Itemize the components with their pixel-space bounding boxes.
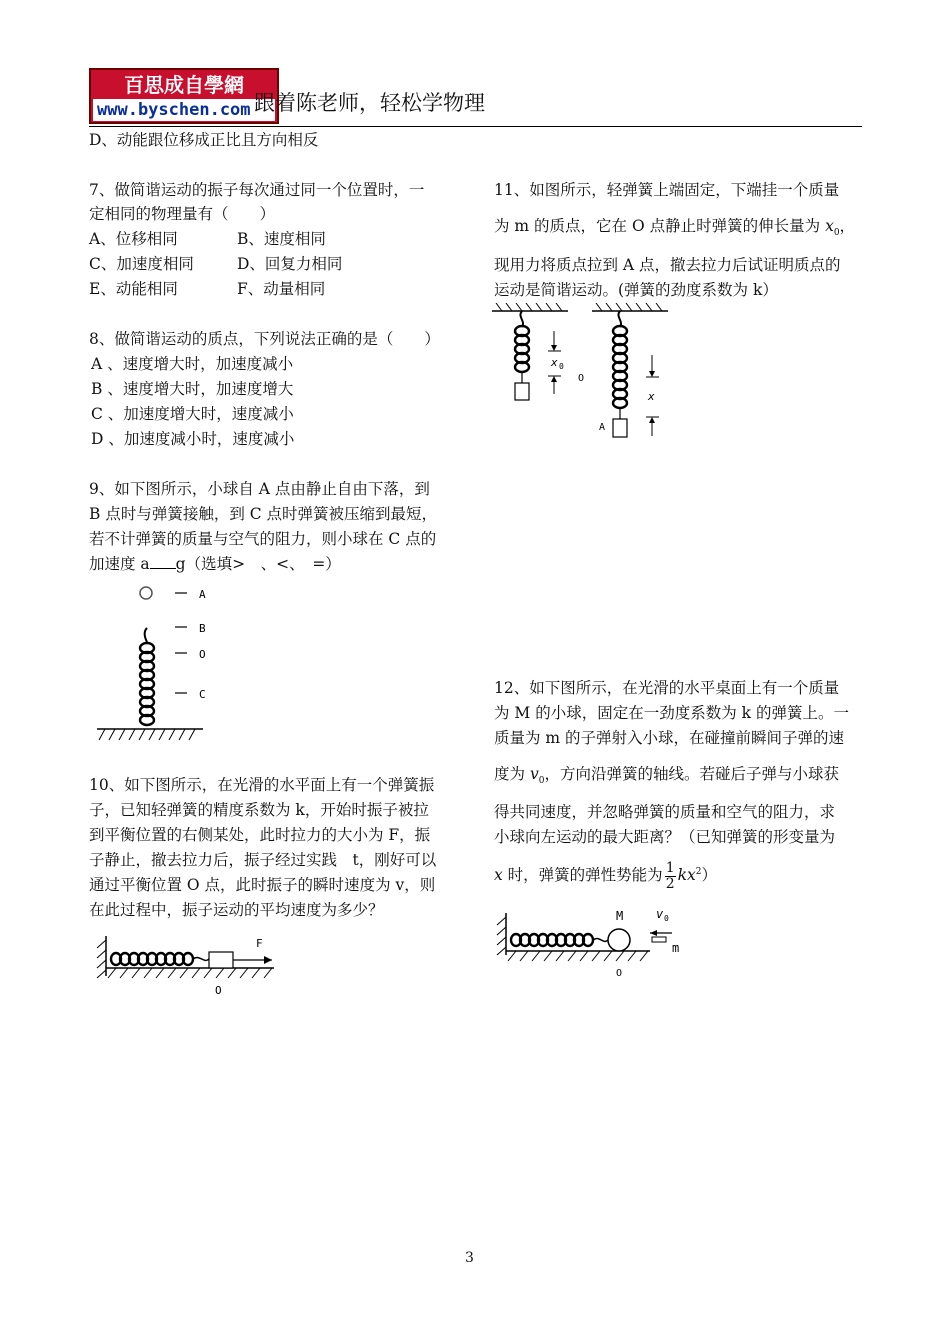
q11-stem-line3: 现用力将质点拉到 A 点，撤去拉力后试证明质点的 <box>494 256 841 274</box>
q10-stem-line1: 10、如下图所示，在光滑的水平面上有一个弹簧振 <box>89 776 435 794</box>
q10-stem-line4: 子静止，撤去拉力后，振子经过实践 t，刚好可以 <box>89 851 437 869</box>
logo-name: 百思成自學網 <box>124 73 244 97</box>
q9-text-post: g（选填> 、<、 =） <box>175 555 341 573</box>
q12-label-v0: v <box>656 907 664 921</box>
q9-stem-line4 <box>89 554 341 574</box>
q9-stem-line2: B 点时与弹簧接触，到 C 点时弹簧被压缩到最短， <box>89 505 438 523</box>
q9-spring-coils <box>140 643 154 725</box>
q12-label-o: O <box>616 968 623 979</box>
q8-option-d: D 、加速度减小时，速度减小 <box>91 430 295 448</box>
q12-spring-coils <box>511 934 593 946</box>
q12-stem-line4 <box>494 764 839 791</box>
q7-stem-line1: 7、做简谐运动的振子每次通过同一个位置时，一 <box>89 181 425 199</box>
q7-option-b: B、速度相同 <box>237 230 326 248</box>
q11-stem-line2 <box>494 216 855 243</box>
q12-var-sub: 0 <box>538 776 545 787</box>
q11-spring-right <box>613 326 627 408</box>
q11-text-pre: 为 m 的质点，它在 O 点静止时弹簧的伸长量为 <box>494 217 821 235</box>
q12-var-x: x <box>494 866 503 885</box>
q12-ball <box>608 929 630 951</box>
q12-text-post: ，方向沿弹簧的轴线。若碰后子弹与小球获 <box>544 765 839 783</box>
q11-label-x0: x <box>551 356 558 369</box>
q7-option-d: D、回复力相同 <box>237 255 343 273</box>
q12-frac-num: 1 <box>665 859 675 876</box>
q12-text-pre: 度为 <box>494 765 526 783</box>
q11-label-a: A <box>599 422 606 433</box>
q11-text-post: ， <box>839 217 856 235</box>
q7-stem-line2: 定相同的物理量有（ ） <box>89 205 276 223</box>
header-slogan: 跟着陈老师，轻松学物理 <box>254 91 485 115</box>
q12-stem-line6: 小球向左运动的最大距离？（已知弹簧的形变量为 <box>494 828 836 846</box>
q10-oscillator-figure <box>92 930 292 1000</box>
q11-label-x0-sub: 0 <box>559 362 564 371</box>
q12-stem-line5: 得共同速度，并忽略弹簧的质量和空气的阻力，求 <box>494 803 836 821</box>
q11-spring-left <box>515 326 529 372</box>
q12-stem-line1: 12、如下图所示，在光滑的水平桌面上有一个质量 <box>494 679 840 697</box>
logo-url-band <box>93 99 275 121</box>
q12-bullet-figure <box>490 903 690 983</box>
q9-label-a: A <box>199 588 206 601</box>
q10-stem-line5: 通过平衡位置 O 点，此时振子的瞬时速度为 v，则 <box>89 876 436 894</box>
q9-text-pre: 加速度 a <box>89 555 150 573</box>
q11-mass-right <box>613 419 627 437</box>
q12-label-m: m <box>672 941 680 955</box>
q12-stem-line7 <box>494 852 717 895</box>
q9-stem-line1: 9、如下图所示，小球自 A 点由静止自由下落，到 <box>89 480 430 498</box>
q6-option-d: D、动能跟位移成正比且方向相反 <box>89 131 319 149</box>
q10-stem-line6: 在此过程中，振子运动的平均速度为多少？ <box>89 901 384 919</box>
q12-bullet <box>652 937 666 942</box>
q8-stem: 8、做简谐运动的质点，下列说法正确的是（ ） <box>89 330 440 348</box>
q12-label-M: M <box>616 909 624 923</box>
q12-stem-line2: 为 M 的小球，固定在一劲度系数为 k 的弹簧上。一 <box>494 704 849 722</box>
q9-spring-figure <box>95 582 215 744</box>
q12-fraction <box>665 861 676 892</box>
page-number: 3 <box>465 1250 474 1266</box>
q9-label-o: O <box>199 648 206 661</box>
q11-stem-line4: 运动是简谐运动。(弹簧的劲度系数为 k） <box>494 281 778 299</box>
q9-label-b: B <box>199 622 206 635</box>
q12-stem-line3: 质量为 m 的子弹射入小球，在碰撞前瞬间子弹的速 <box>494 729 845 747</box>
q12-expr: kx <box>677 866 696 885</box>
q8-option-c: C 、加速度增大时，速度减小 <box>91 405 294 423</box>
q7-option-c: C、加速度相同 <box>89 255 194 273</box>
q10-stem-line2: 子，已知轻弹簧的精度系数为 k，开始时振子被拉 <box>89 801 429 819</box>
q11-stem-line1: 11、如图所示，轻弹簧上端固定，下端挂一个质量 <box>494 181 840 199</box>
q9-stem-line3: 若不计弹簧的质量与空气的阻力，则小球在 C 点的 <box>89 530 437 548</box>
q9-answer-blank <box>150 554 176 569</box>
q11-hanging-spring-figure <box>490 303 675 443</box>
q11-label-x: x <box>648 390 655 403</box>
q12-exp: 2 <box>695 867 702 877</box>
q12-text-post: ） <box>701 866 717 885</box>
q10-origin-label: O <box>215 984 222 997</box>
q8-option-a: A 、速度增大时，加速度减小 <box>91 355 294 373</box>
q7-option-a: A、位移相同 <box>89 230 178 248</box>
q12-text-mid: 时，弹簧的弹性势能为 <box>502 866 663 885</box>
q9-label-c: C <box>199 688 206 701</box>
q9-ball <box>140 587 152 599</box>
q8-option-b: B 、速度增大时，加速度增大 <box>91 380 294 398</box>
q7-option-e: E、动能相同 <box>89 280 178 298</box>
header-rule <box>89 126 862 127</box>
q10-spring-coils <box>111 953 193 965</box>
q12-var-v: v <box>529 765 539 783</box>
site-logo <box>89 68 279 124</box>
q7-option-f: F、动量相同 <box>237 280 326 298</box>
q10-force-label: F <box>256 937 263 950</box>
q10-stem-line3: 到平衡位置的右侧某处，此时拉力的大小为 F，振 <box>89 826 431 844</box>
q12-label-v0-sub: 0 <box>664 914 669 923</box>
q12-frac-den: 2 <box>665 875 675 892</box>
q10-block <box>209 952 233 968</box>
logo-url: www.byschen.com <box>97 100 251 120</box>
q11-var-x: x <box>825 217 834 235</box>
q11-mass-left <box>515 383 529 400</box>
q11-var-sub: 0 <box>833 228 840 239</box>
q11-label-o: O <box>578 373 585 384</box>
